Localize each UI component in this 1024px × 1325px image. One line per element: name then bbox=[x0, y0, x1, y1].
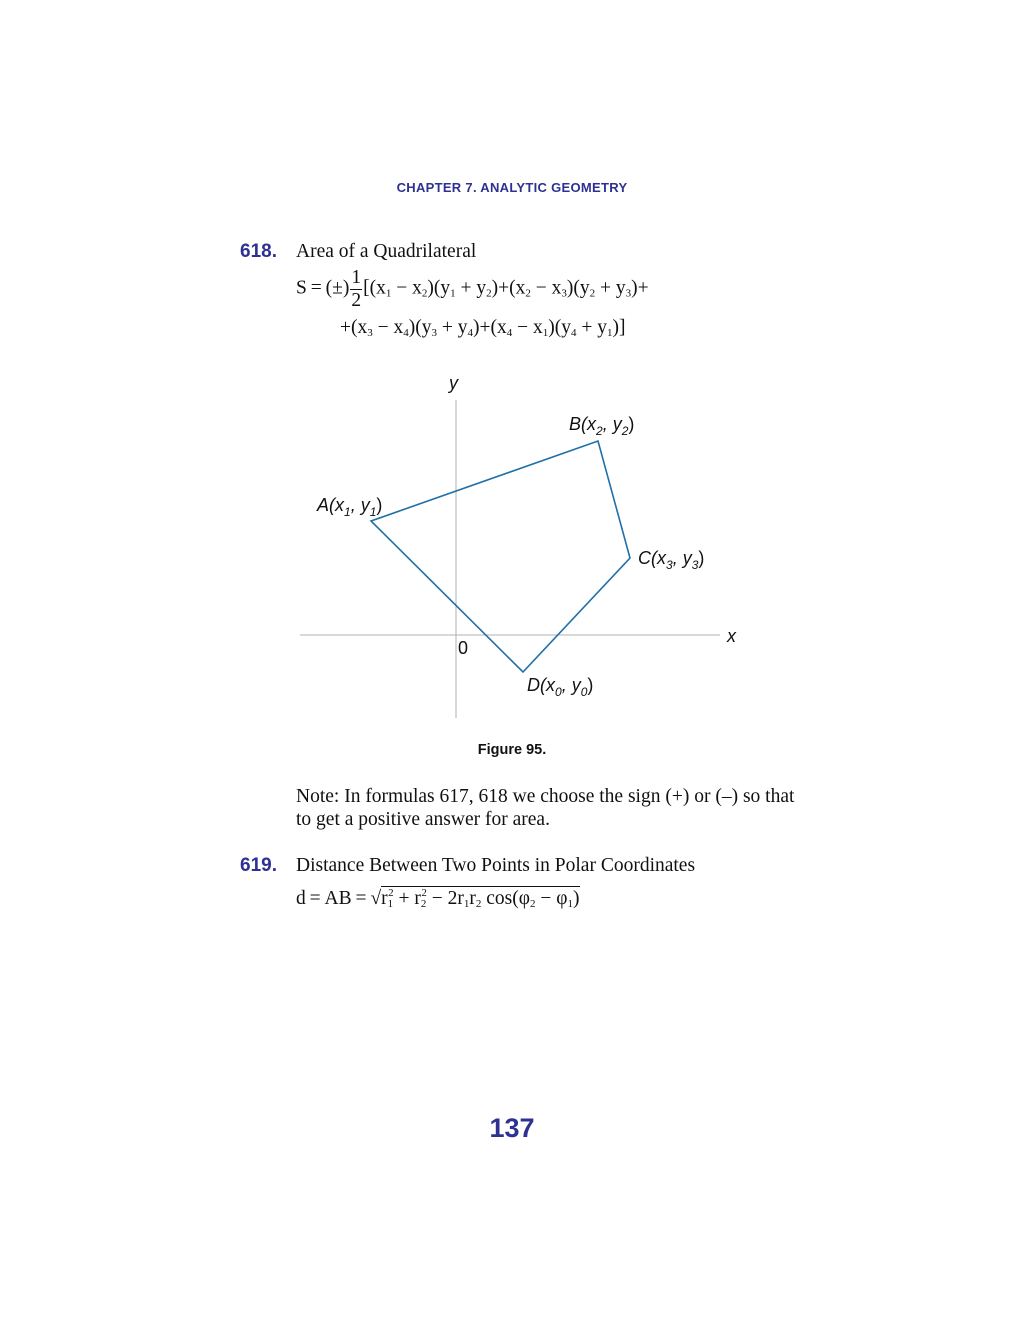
point-c-label: $C(x_3$, $y_3$) bbox=[638, 548, 705, 572]
point-b-label: $B(x_2$, $y_2$) bbox=[569, 414, 635, 438]
origin-label: 0 bbox=[458, 638, 469, 658]
polar-distance-formula: d = AB = $√r_1^2 + r_2^2 - 2r_1r_2$ $\cos(\varphi_2 - \varphi_1)$ bbox=[296, 887, 580, 910]
quadrilateral-polygon bbox=[371, 441, 630, 672]
point-d-label: $D(x_0$, $y_0$) bbox=[527, 675, 594, 699]
x-axis-label: x bbox=[727, 626, 736, 646]
chapter-header: CHAPTER 7. ANALYTIC GEOMETRY bbox=[396, 180, 628, 195]
section-619-title: Distance Between Two Points in Polar Coordinates bbox=[296, 855, 696, 876]
figure-caption: Figure 95. bbox=[477, 742, 547, 758]
y-axis-label: y bbox=[449, 373, 458, 393]
section-619-number: 619. bbox=[240, 855, 277, 876]
point-a-label: $A(x_1$, $y_1$) bbox=[317, 495, 383, 519]
page-number: 137 bbox=[489, 1113, 535, 1143]
section-618-title: Area of a Quadrilateral bbox=[296, 241, 477, 262]
quadrilateral-area-formula-line2: $+(x_3 - x_4)(y_3 + y_4)+(x_4 - x_1)(y_4 + y_1)$] bbox=[340, 317, 626, 339]
section-618-number: 618. bbox=[240, 241, 277, 262]
note-paragraph: Note: In formulas 617, 618 we choose the sign (+) or (–) so that to get a positive answer for area. bbox=[296, 786, 795, 830]
quadrilateral-area-formula-line1: S = (±) $\frac{1}{2}$ [$(x_1 - x_2)(y_1 + y_2)+(x_2 - x_3)(y_2 + y_3)+$ bbox=[296, 267, 649, 311]
